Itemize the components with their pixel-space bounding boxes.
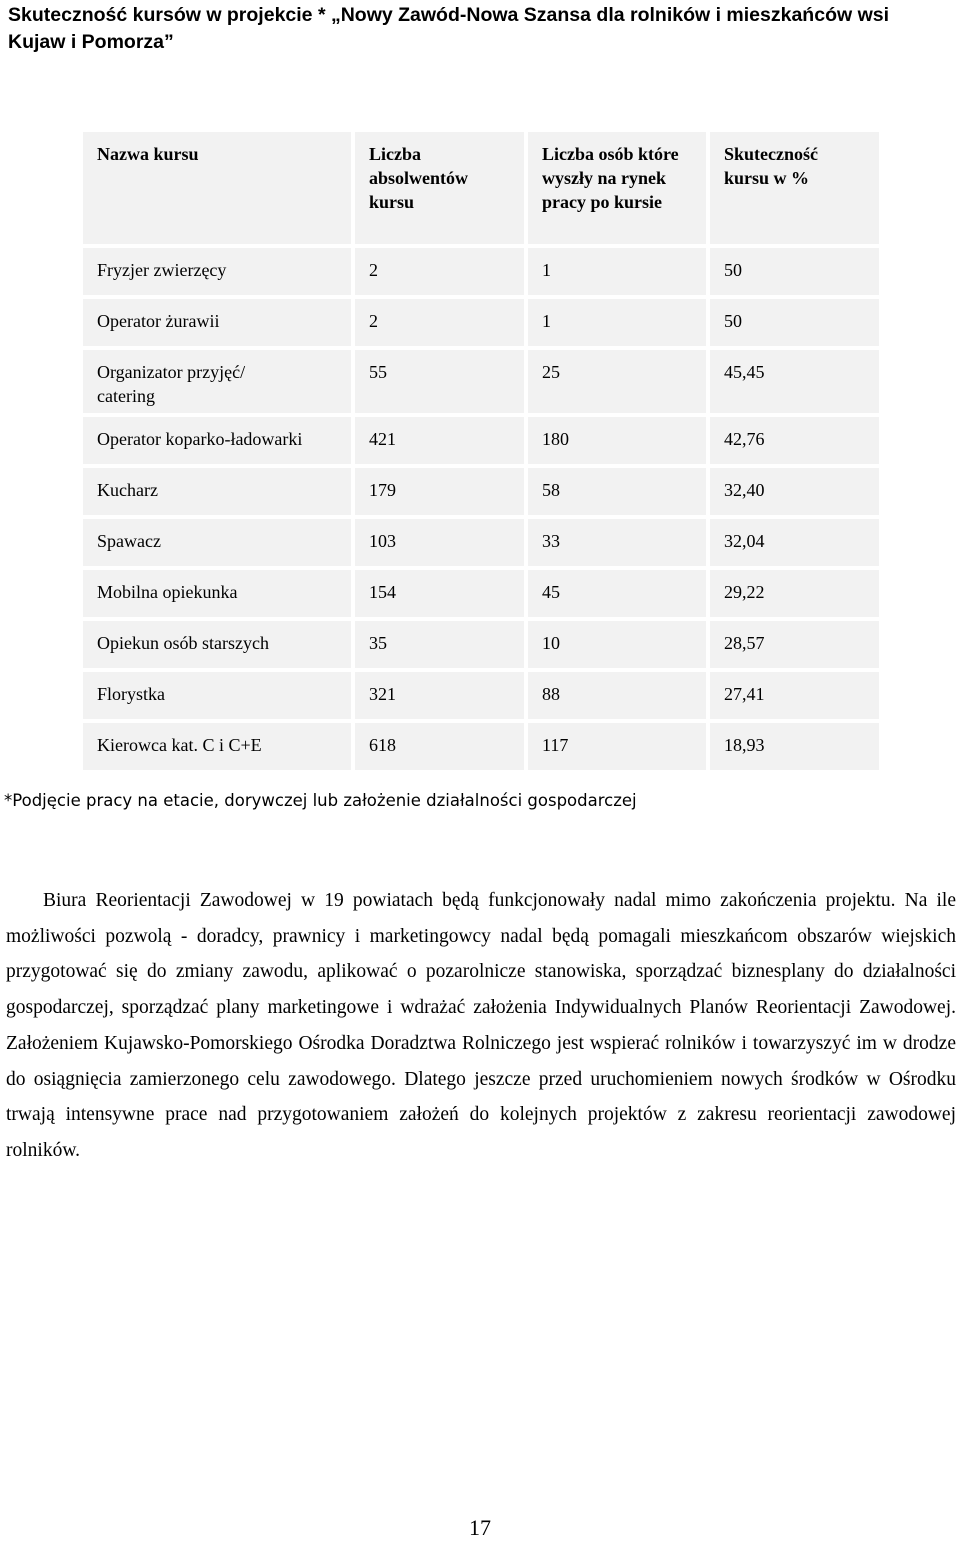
employed-count: 1 [528,299,710,350]
header-employed: Liczba osób które wyszły na rynek pracy po kursie [528,132,710,248]
graduates-count: 618 [355,723,528,774]
graduates-count: 421 [355,417,528,468]
course-name: Kierowca kat. C i C+E [83,723,355,774]
course-name: Operator koparko-ładowarki [83,417,355,468]
effectiveness-percent: 50 [710,248,879,299]
employed-count: 1 [528,248,710,299]
header-effectiveness: Skuteczność kursu w % [710,132,879,248]
graduates-count: 2 [355,299,528,350]
course-name: Fryzjer zwierzęcy [83,248,355,299]
course-name: Operator żurawii [83,299,355,350]
effectiveness-percent: 27,41 [710,672,879,723]
course-name: Opiekun osób starszych [83,621,355,672]
course-effectiveness-table [83,132,879,774]
effectiveness-percent: 50 [710,299,879,350]
table-row [83,723,879,774]
effectiveness-percent: 18,93 [710,723,879,774]
employed-count: 25 [528,350,710,417]
table-row [83,417,879,468]
effectiveness-percent: 32,40 [710,468,879,519]
employed-count: 10 [528,621,710,672]
employed-count: 180 [528,417,710,468]
effectiveness-percent: 45,45 [710,350,879,417]
graduates-count: 2 [355,248,528,299]
graduates-count: 154 [355,570,528,621]
effectiveness-percent: 42,76 [710,417,879,468]
graduates-count: 35 [355,621,528,672]
course-name: Florystka [83,672,355,723]
table-header-row [83,132,879,248]
course-name: Organizator przyjęć/ catering [83,350,355,417]
graduates-count: 321 [355,672,528,723]
employed-count: 58 [528,468,710,519]
table-row [83,672,879,723]
table-row [83,570,879,621]
page-title: Skuteczność kursów w projekcie * „Nowy Zawód-Nowa Szansa dla rolników i mieszkańców wsi Kujaw i Pomorza” [8,4,889,53]
graduates-count: 179 [355,468,528,519]
employed-count: 88 [528,672,710,723]
graduates-count: 55 [355,350,528,417]
table-row [83,468,879,519]
effectiveness-percent: 32,04 [710,519,879,570]
table-row [83,248,879,299]
graduates-count: 103 [355,519,528,570]
table-row [83,621,879,672]
table-row [83,519,879,570]
employed-count: 45 [528,570,710,621]
page-number: 17 [469,1515,491,1540]
course-name: Mobilna opiekunka [83,570,355,621]
effectiveness-percent: 29,22 [710,570,879,621]
header-course-name: Nazwa kursu [83,132,355,248]
course-name: Kucharz [83,468,355,519]
body-paragraph: Biura Reorientacji Zawodowej w 19 powiatach będą funkcjonowały nadal mimo zakończenia projektu. Na ile możliwości pozwolą - doradcy, prawnicy i marketingowcy nadal będą pomagali mieszkańcom obszarów wiejskich przygotować się do zmiany zawodu, aplikować o pozarolnicze stanowiska, sporządzać biznesplany do działalności gospodarczej, sporządzać plany marketingowe i wdrażać założenia Indywidualnych Planów Reorientacji Zawodowej. Założeniem Kujawsko-Pomorskiego Ośrodka Doradztwa Rolniczego jest wspierać rolników i towarzyszyć im w drodze do osiągnięcia zamierzonego celu zawodowego. Dlatego jeszcze przed uruchomieniem nowych środków w Ośrodku trwają intensywne prace nad przygotowaniem założeń do kolejnych projektów z zakresu reorientacji zawodowej rolników. [6,890,956,1161]
table-row [83,299,879,350]
header-graduates: Liczba absolwentów kursu [355,132,528,248]
table-row [83,350,879,417]
effectiveness-percent: 28,57 [710,621,879,672]
table-footnote: *Podjęcie pracy na etacie, dorywczej lub założenie działalności gospodarczej [4,791,637,810]
course-name: Spawacz [83,519,355,570]
employed-count: 33 [528,519,710,570]
employed-count: 117 [528,723,710,774]
